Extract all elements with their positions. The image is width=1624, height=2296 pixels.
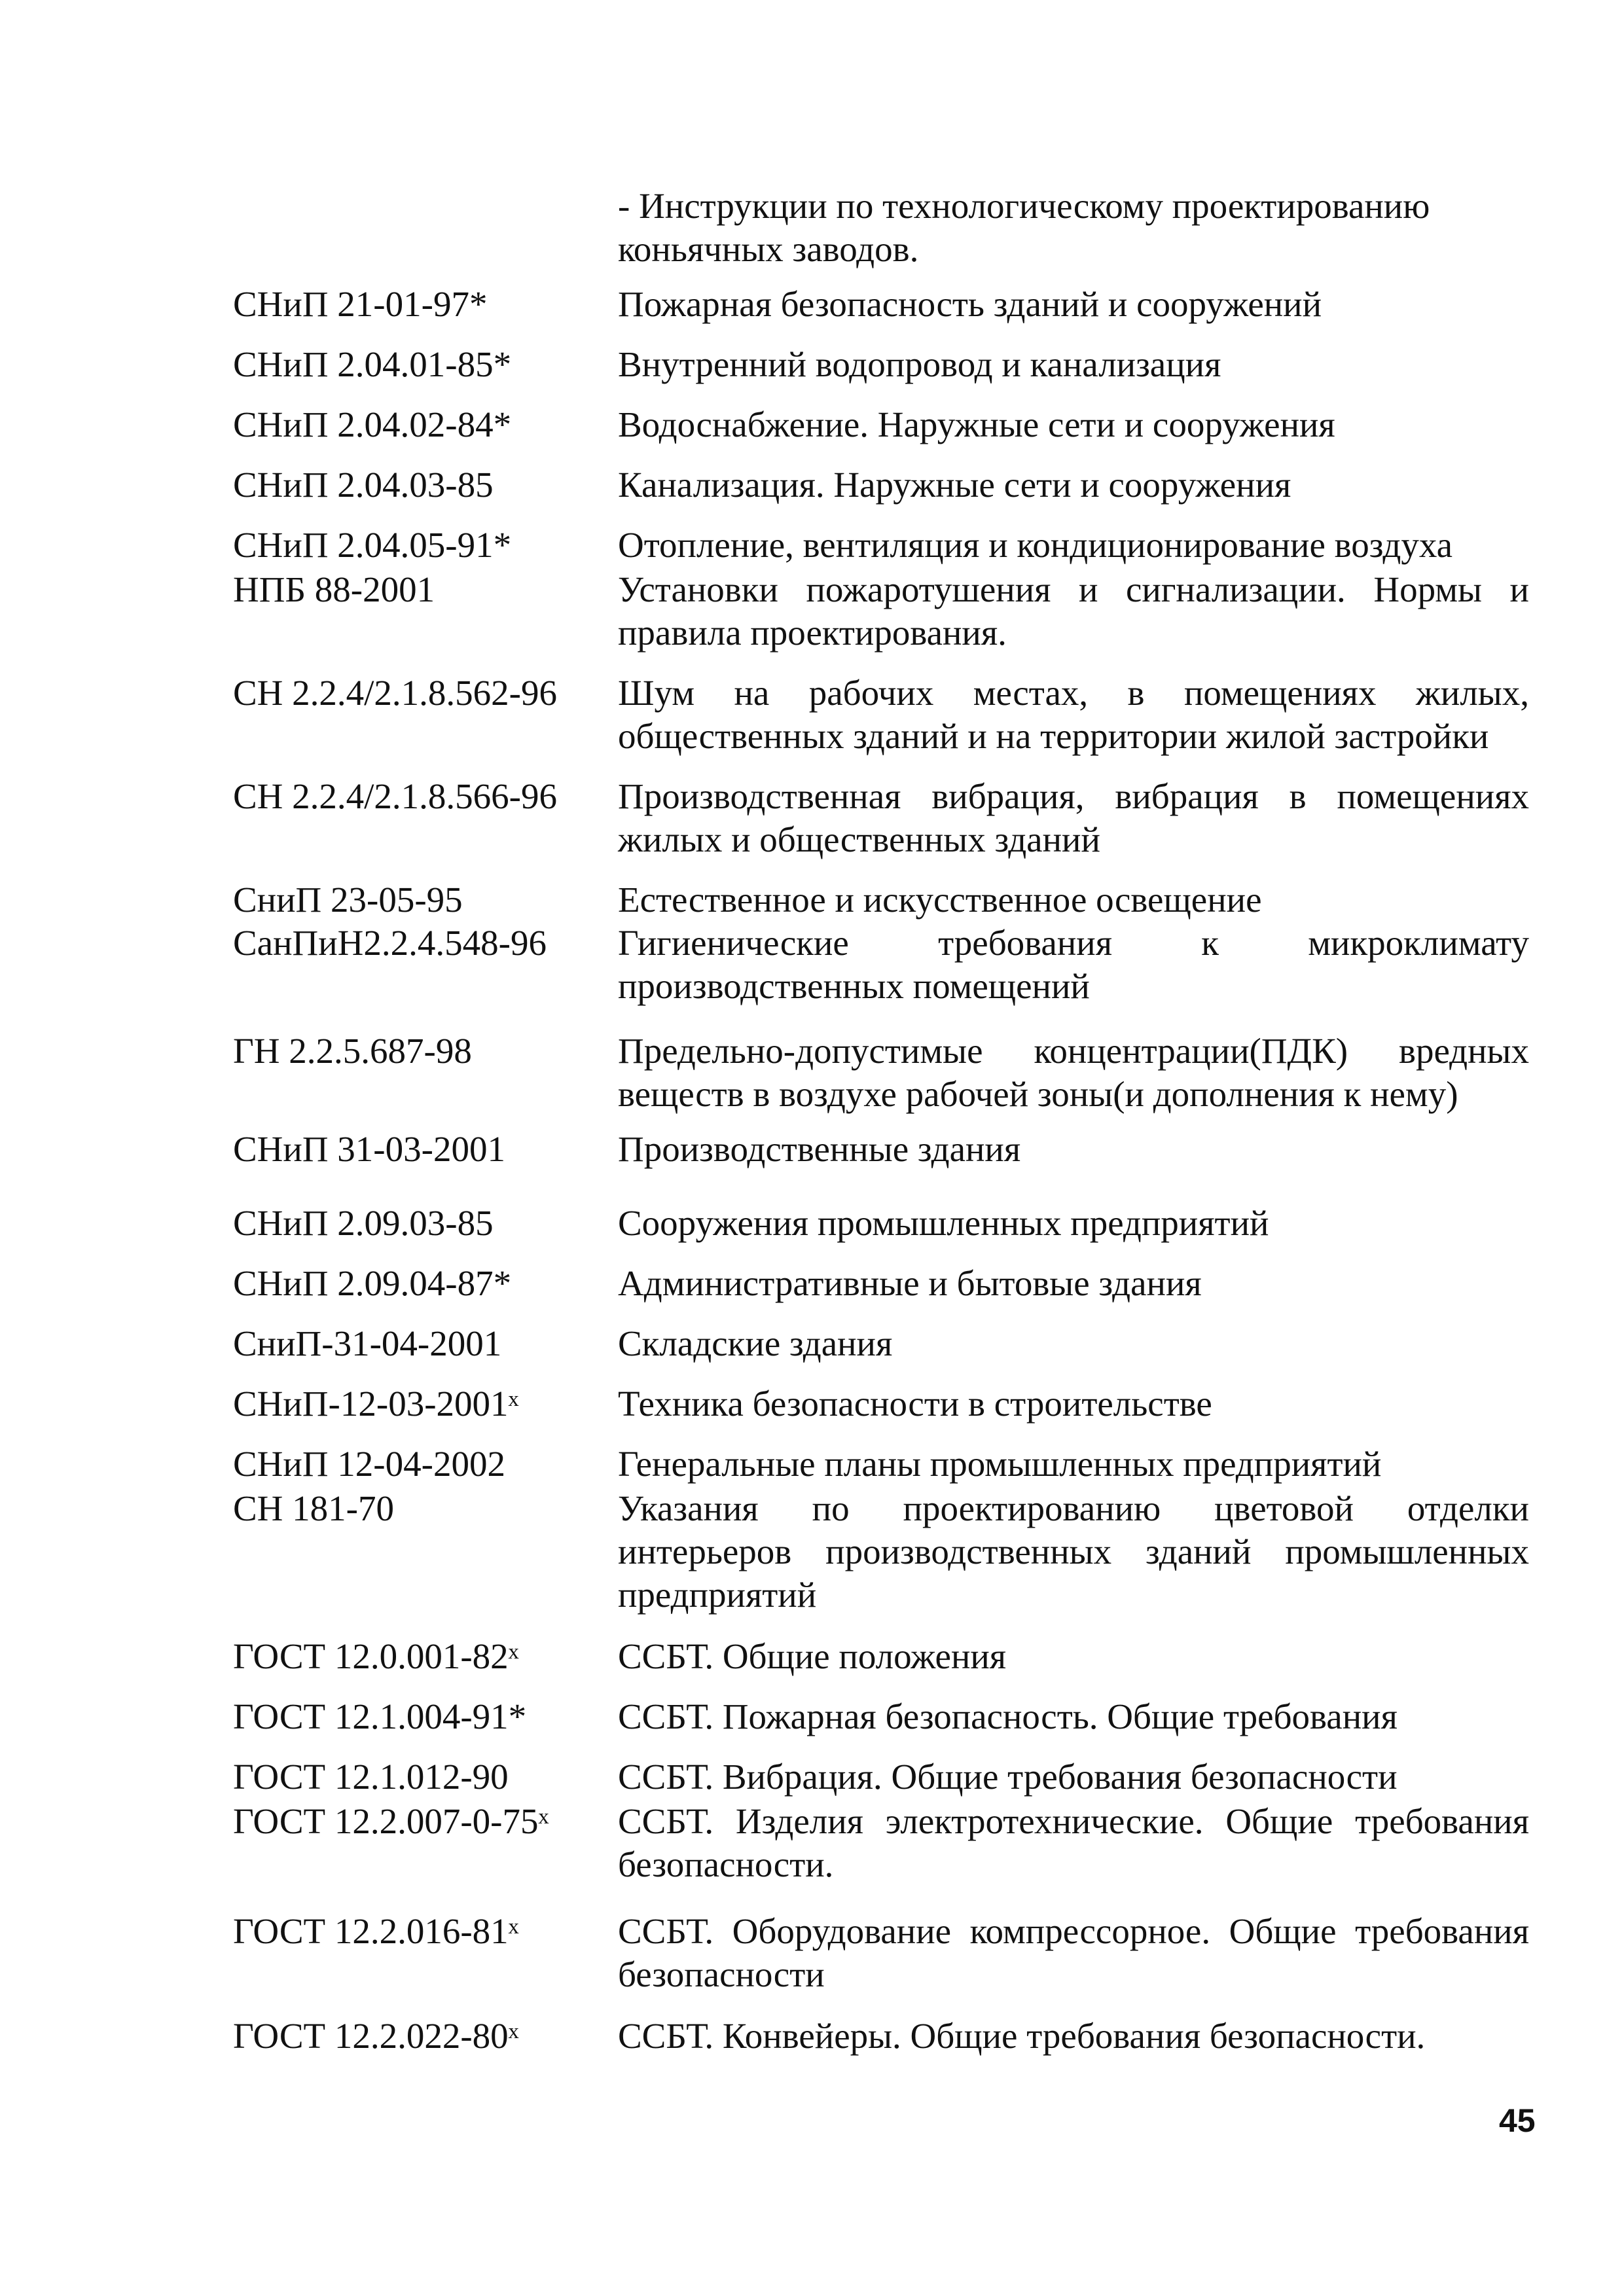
standard-code: СНиП-12-03-2001ˣ [233,1384,519,1424]
list-item [233,672,1529,775]
standard-description: ССБТ. Общие положения [618,1636,1007,1676]
standard-code: ГОСТ 12.0.001-82ˣ [233,1636,519,1676]
standard-code: СНиП 31-03-2001 [233,1129,505,1169]
standard-description: Установки пожаротушения и сигнализации. Нормы и правила проектирования. [618,569,1529,653]
list-item [233,1262,1529,1322]
standard-code: СНиП 2.09.04-87* [233,1263,512,1303]
list-item [233,1635,1529,1695]
list-item [233,1202,1529,1262]
standard-description: Генеральные планы промышленных предприятий [618,1444,1382,1484]
standard-code: НПБ 88-2001 [233,569,435,609]
standard-description: Гигиенические требования к микроклимату производственных помещений [618,923,1529,1006]
standard-code: ГОСТ 12.1.004-91* [233,1696,527,1736]
standard-code: СН 181-70 [233,1488,394,1528]
standard-description: Шум на рабочих местах, в помещениях жилых, общественных зданий и на территории жилой застройки [618,673,1529,756]
standard-description: ССБТ. Вибрация. Общие требования безопасности [618,1757,1398,1797]
standard-description: Естественное и искусственное освещение [618,880,1262,920]
list-item [233,1800,1529,1910]
standard-description: Складские здания [618,1323,893,1363]
list-item [233,283,1529,343]
page-number: 45 [1499,2102,1536,2139]
standard-code: СНиП 2.04.01-85* [233,344,512,384]
standards-list [233,283,1529,2059]
standard-description: Водоснабжение. Наружные сети и сооружения [618,404,1335,444]
list-item [233,1910,1529,2015]
standard-description: Сооружения промышленных предприятий [618,1203,1269,1243]
list-item [233,922,1529,1030]
standard-code: ГОСТ 12.2.022-80ˣ [233,2016,519,2056]
list-item [233,775,1529,878]
standard-description: Внутренний водопровод и канализация [618,344,1221,384]
list-item [233,2015,1529,2059]
standard-description: ССБТ. Пожарная безопасность. Общие требования [618,1696,1398,1736]
standard-description: Административные и бытовые здания [618,1263,1202,1303]
list-item [233,568,1529,672]
standard-code: СН 2.2.4/2.1.8.566-96 [233,776,557,816]
list-item [233,1695,1529,1755]
list-item [233,343,1529,403]
standard-code: СНиП 12-04-2002 [233,1444,505,1484]
standard-description: Отопление, вентиляция и кондиционирование воздуха [618,525,1453,565]
standard-code: ГОСТ 12.1.012-90 [233,1757,509,1797]
list-item [233,463,1529,524]
standard-code: ГН 2.2.5.687-98 [233,1031,472,1071]
list-item [233,1030,1529,1128]
list-item [233,1487,1529,1635]
standard-description: Производственная вибрация, вибрация в помещениях жилых и общественных зданий [618,776,1529,859]
standard-description: Пожарная безопасность зданий и сооружений [618,284,1322,324]
list-item [233,1443,1529,1487]
standard-code: СанПиН2.2.4.548-96 [233,923,547,963]
list-item [233,524,1529,568]
standard-description: ССБТ. Конвейеры. Общие требования безопасности. [618,2016,1426,2056]
standard-code: СНиП 2.04.03-85 [233,465,494,505]
standard-code: СниП-31-04-2001 [233,1323,502,1363]
list-item [233,1382,1529,1443]
standard-code: СНиП 21-01-97* [233,284,488,324]
intro-text: - Инструкции по технологическому проектированию коньячных заводов. [618,186,1430,269]
standard-description: ССБТ. Изделия электротехнические. Общие требования безопасности. [618,1801,1529,1884]
standard-code: СН 2.2.4/2.1.8.562-96 [233,673,557,713]
standard-code: ГОСТ 12.2.007-0-75ˣ [233,1801,549,1841]
list-item [233,1322,1529,1382]
standard-code: СниП 23-05-95 [233,880,463,920]
standard-code: СНиП 2.04.05-91* [233,525,512,565]
standard-code: СНиП 2.09.03-85 [233,1203,494,1243]
standard-description: Предельно-допустимые концентрации(ПДК) вредных веществ в воздухе рабочей зоны(и дополнения к нему) [618,1031,1529,1114]
list-item [233,1128,1529,1202]
list-item [233,1755,1529,1800]
list-item [233,878,1529,922]
standard-description: Производственные здания [618,1129,1021,1169]
standard-description: Канализация. Наружные сети и сооружения [618,465,1291,505]
standard-description: Указания по проектированию цветовой отделки интерьеров производственных зданий промышленных предприятий [618,1488,1529,1615]
standard-code: СНиП 2.04.02-84* [233,404,512,444]
standard-description: Техника безопасности в строительстве [618,1384,1212,1424]
standard-description: ССБТ. Оборудование компрессорное. Общие требования безопасности [618,1911,1529,1994]
standard-code: ГОСТ 12.2.016-81ˣ [233,1911,519,1951]
list-item [233,403,1529,463]
